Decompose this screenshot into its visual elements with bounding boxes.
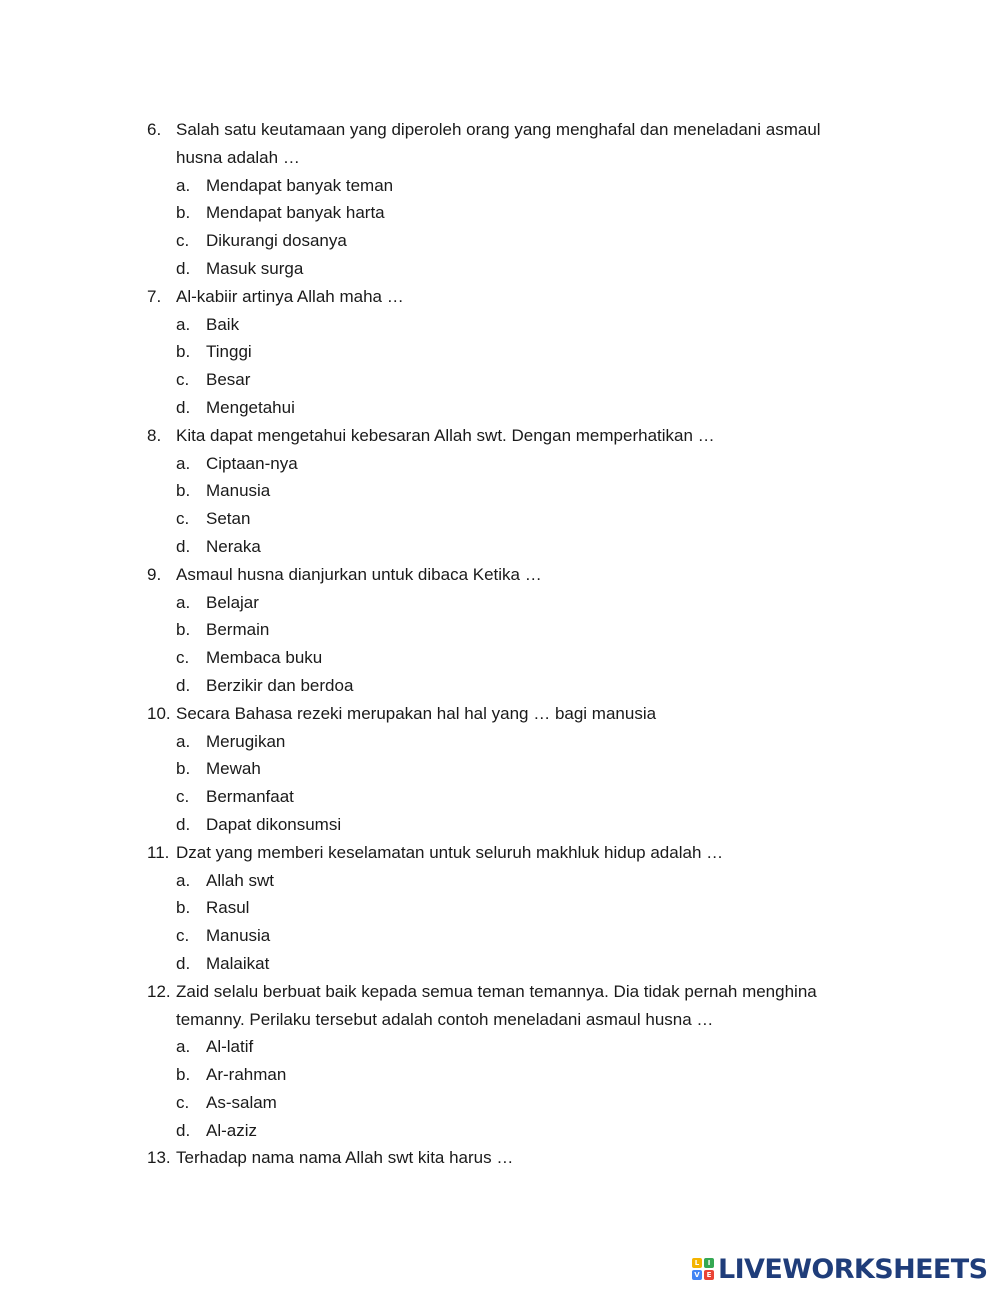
option-letter: b. <box>176 481 191 501</box>
worksheet-questions <box>147 116 867 1172</box>
answer-option[interactable] <box>147 477 867 505</box>
answer-option[interactable] <box>147 783 867 811</box>
answer-option[interactable] <box>147 533 867 561</box>
option-text: Baik <box>206 314 240 334</box>
option-text: Mendapat banyak teman <box>206 175 394 195</box>
option-letter: a. <box>176 870 191 890</box>
option-letter: d. <box>176 258 191 278</box>
question-13 <box>147 1144 867 1172</box>
question-number: 12. <box>147 981 171 1001</box>
option-letter: c. <box>176 231 190 251</box>
question-text: Al-kabiir artinya Allah maha … <box>176 286 404 306</box>
question-number: 7. <box>147 286 162 306</box>
option-text: Malaikat <box>206 953 270 973</box>
option-letter: b. <box>176 342 191 362</box>
option-text: Tinggi <box>206 342 252 362</box>
question-text: Zaid selalu berbuat baik kepada semua teman temannya. Dia tidak pernah menghina temanny. Perilaku tersebut adalah contoh meneladani asmaul husna … <box>176 981 817 1029</box>
answer-option[interactable] <box>147 450 867 478</box>
answer-option[interactable] <box>147 394 867 422</box>
question-number: 13. <box>147 1148 171 1168</box>
option-text: Dikurangi dosanya <box>206 231 347 251</box>
option-letter: a. <box>176 1037 191 1057</box>
question-text: Dzat yang memberi keselamatan untuk seluruh makhluk hidup adalah … <box>176 842 724 862</box>
logo-tile: V <box>692 1270 702 1280</box>
option-text: Manusia <box>206 481 271 501</box>
question-number: 10. <box>147 703 171 723</box>
brand-name: LIVEWORKSHEETS <box>718 1253 988 1285</box>
option-letter: a. <box>176 314 191 334</box>
question-number: 11. <box>147 842 170 862</box>
answer-option[interactable] <box>147 811 867 839</box>
question-text: Asmaul husna dianjurkan untuk dibaca Ketika … <box>176 564 542 584</box>
option-text: Membaca buku <box>206 648 323 668</box>
answer-option[interactable] <box>147 755 867 783</box>
option-text: Bermanfaat <box>206 787 294 807</box>
option-letter: b. <box>176 620 191 640</box>
option-letter: c. <box>176 509 190 529</box>
answer-option[interactable] <box>147 616 867 644</box>
option-text: Allah swt <box>206 870 275 890</box>
liveworksheets-logo <box>692 1252 987 1286</box>
option-letter: c. <box>176 370 190 390</box>
question-number: 9. <box>147 564 162 584</box>
option-text: Bermain <box>206 620 270 640</box>
answer-option[interactable] <box>147 311 867 339</box>
option-letter: a. <box>176 175 191 195</box>
answer-option[interactable] <box>147 672 867 700</box>
liveworksheets-logo-icon <box>692 1258 714 1280</box>
answer-option[interactable] <box>147 728 867 756</box>
option-letter: c. <box>176 1092 190 1112</box>
option-letter: b. <box>176 203 191 223</box>
question-number: 8. <box>147 425 162 445</box>
question-text: Salah satu keutamaan yang diperoleh orang yang menghafal dan meneladani asmaul husna adalah … <box>176 120 821 167</box>
answer-option[interactable] <box>147 922 867 950</box>
answer-option[interactable] <box>147 867 867 895</box>
answer-option[interactable] <box>147 589 867 617</box>
option-letter: a. <box>176 453 191 473</box>
answer-option[interactable] <box>147 366 867 394</box>
question-9 <box>147 561 867 589</box>
option-letter: c. <box>176 926 190 946</box>
answer-option[interactable] <box>147 255 867 283</box>
option-text: Berzikir dan berdoa <box>206 675 354 695</box>
question-10 <box>147 700 867 728</box>
option-letter: d. <box>176 397 191 417</box>
option-text: Al-latif <box>206 1037 254 1057</box>
answer-option[interactable] <box>147 950 867 978</box>
option-text: Mewah <box>206 759 261 779</box>
option-text: Mengetahui <box>206 397 295 417</box>
question-text: Secara Bahasa rezeki merupakan hal hal yang … bagi manusia <box>176 703 657 723</box>
option-text: Merugikan <box>206 731 286 751</box>
question-text: Terhadap nama nama Allah swt kita harus … <box>176 1148 514 1168</box>
option-letter: d. <box>176 536 191 556</box>
answer-option[interactable] <box>147 1033 867 1061</box>
answer-option[interactable] <box>147 227 867 255</box>
answer-option[interactable] <box>147 1061 867 1089</box>
answer-option[interactable] <box>147 199 867 227</box>
question-8 <box>147 422 867 450</box>
option-text: As-salam <box>206 1092 277 1112</box>
logo-tile: L <box>692 1258 702 1268</box>
option-letter: b. <box>176 1065 191 1085</box>
answer-option[interactable] <box>147 644 867 672</box>
question-12 <box>147 978 867 1034</box>
option-text: Besar <box>206 370 251 390</box>
option-text: Setan <box>206 509 251 529</box>
answer-option[interactable] <box>147 1117 867 1145</box>
option-text: Al-aziz <box>206 1120 258 1140</box>
option-letter: a. <box>176 731 191 751</box>
answer-option[interactable] <box>147 505 867 533</box>
answer-option[interactable] <box>147 172 867 200</box>
option-letter: c. <box>176 787 190 807</box>
option-letter: b. <box>176 898 191 918</box>
option-text: Manusia <box>206 926 271 946</box>
option-letter: d. <box>176 675 191 695</box>
option-text: Mendapat banyak harta <box>206 203 385 223</box>
answer-option[interactable] <box>147 894 867 922</box>
question-6 <box>147 116 867 172</box>
option-letter: d. <box>176 814 191 834</box>
logo-tile: E <box>704 1270 714 1280</box>
question-11 <box>147 839 867 867</box>
option-text: Dapat dikonsumsi <box>206 814 342 834</box>
option-text: Ciptaan-nya <box>206 453 298 473</box>
option-letter: b. <box>176 759 191 779</box>
logo-tile: I <box>704 1258 714 1268</box>
option-letter: c. <box>176 648 190 668</box>
option-text: Belajar <box>206 592 259 612</box>
question-7 <box>147 283 867 311</box>
option-text: Rasul <box>206 898 250 918</box>
option-letter: d. <box>176 953 191 973</box>
option-text: Masuk surga <box>206 258 304 278</box>
question-text: Kita dapat mengetahui kebesaran Allah swt. Dengan memperhatikan … <box>176 425 715 445</box>
question-number: 6. <box>147 120 162 139</box>
option-letter: d. <box>176 1120 191 1140</box>
answer-option[interactable] <box>147 338 867 366</box>
answer-option[interactable] <box>147 1089 867 1117</box>
option-letter: a. <box>176 592 191 612</box>
option-text: Ar-rahman <box>206 1065 287 1085</box>
option-text: Neraka <box>206 536 261 556</box>
